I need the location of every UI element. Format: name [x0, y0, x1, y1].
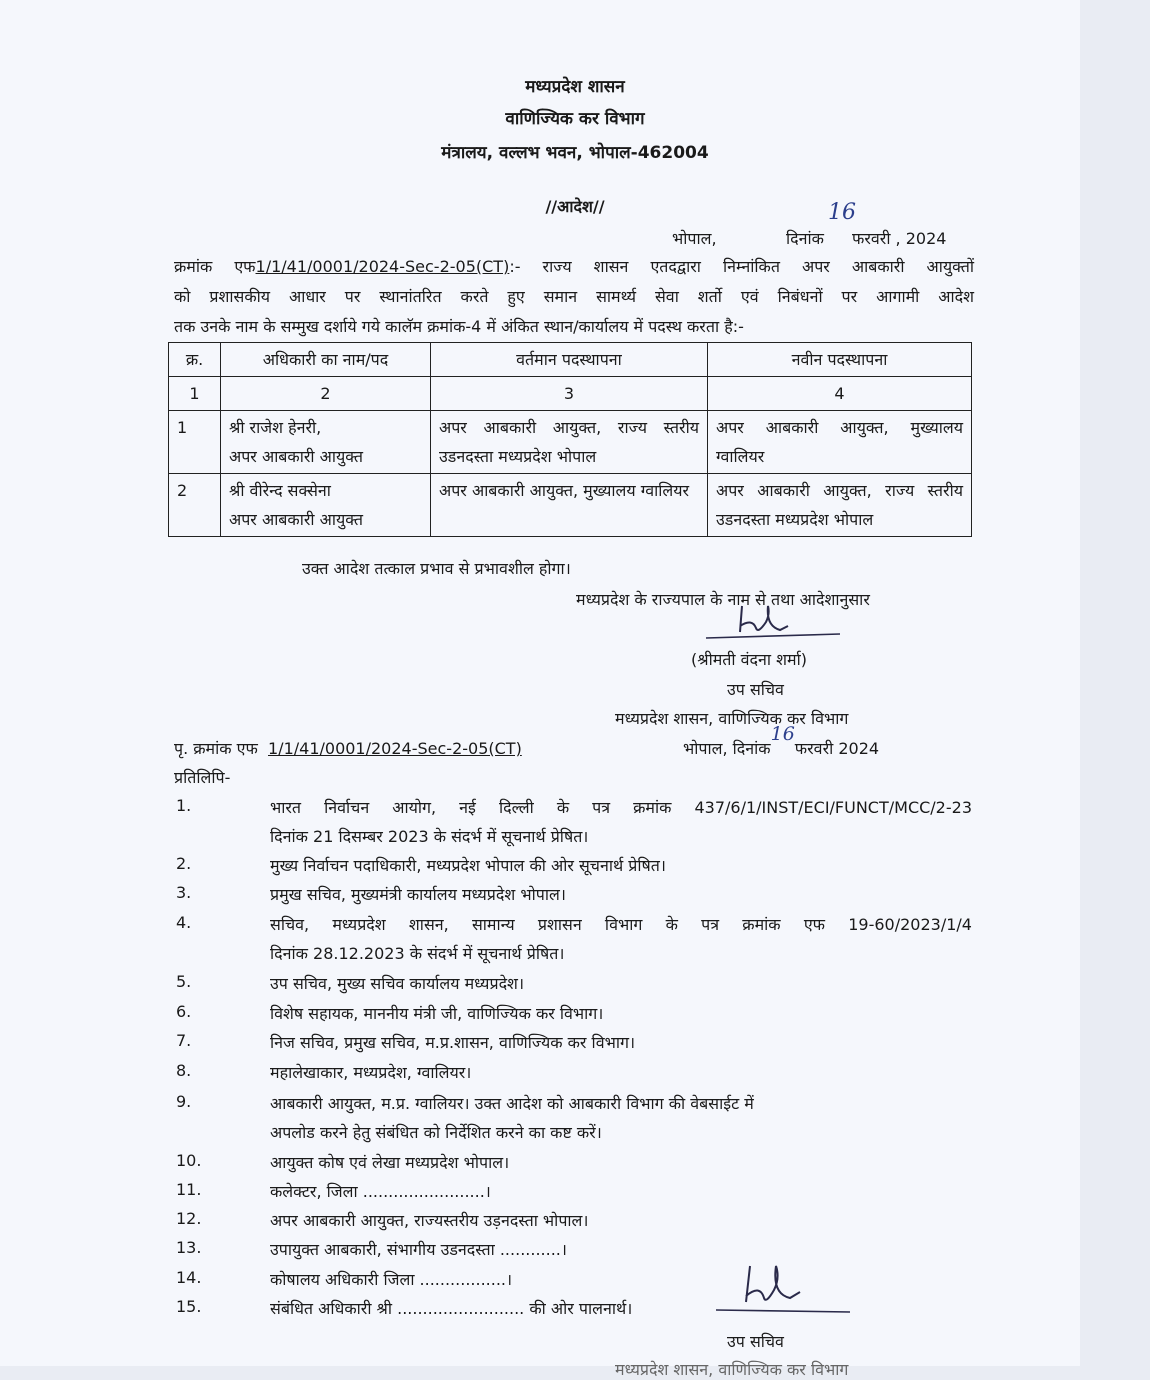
serial-cell: 1	[169, 411, 221, 474]
header-cell: नवीन पदस्थापना	[708, 343, 972, 377]
governor-line: मध्यप्रदेश के राज्यपाल के नाम से तथा आदेशानुसार	[576, 590, 870, 609]
copy-number: 12.	[176, 1209, 202, 1228]
officer-cell	[221, 411, 431, 474]
header-line-2: वाणिज्यिक कर विभाग	[505, 109, 645, 129]
serial-cell: 2	[169, 474, 221, 537]
copy-item: प्रमुख सचिव, मुख्यमंत्री कार्यालय मध्यप्रदेश भोपाल।	[270, 885, 566, 904]
copy-item: सचिव, मध्यप्रदेश शासन, सामान्य प्रशासन विभाग के पत्र क्रमांक एफ 19-60/2023/1/4	[270, 915, 972, 934]
transfer-table	[168, 342, 972, 537]
copy-item-cont: दिनांक 28.12.2023 के संदर्भ में सूचनार्थ प्रेषित।	[270, 944, 565, 963]
header-cell: वर्तमान पदस्थापना	[431, 343, 708, 377]
endorsement-date: भोपाल, दिनांक16फरवरी 2024	[683, 723, 880, 758]
copy-item: अपर आबकारी आयुक्त, राज्यस्तरीय उड़नदस्ता भोपाल।	[270, 1211, 589, 1230]
effect-statement: उक्त आदेश तत्काल प्रभाव से प्रभावशील होगा।	[302, 559, 571, 578]
copy-number: 9.	[176, 1092, 192, 1111]
endorsement-ref: पृ. क्रमांक एफ 1/1/41/0001/2024-Sec-2-05(CT)	[174, 739, 522, 758]
copy-number: 13.	[176, 1238, 202, 1257]
copy-number: 5.	[176, 972, 192, 991]
copy-number: 4.	[176, 913, 192, 932]
copy-number: 2.	[176, 854, 192, 873]
signatory-post: उप सचिव	[727, 680, 784, 699]
signatory-name: (श्रीमती वंदना शर्मा)	[691, 650, 807, 669]
table-header-row	[169, 343, 972, 377]
column-number: 3	[431, 377, 708, 411]
table-row	[169, 474, 972, 537]
header-cell: अधिकारी का नाम/पद	[221, 343, 431, 377]
copy-item: उपायुक्त आबकारी, संभागीय उडनदस्ता ............।	[270, 1240, 567, 1259]
copy-item: भारत निर्वाचन आयोग, नई दिल्ली के पत्र क्रमांक 437/6/1/INST/ECI/FUNCT/MCC/2-23	[270, 798, 972, 817]
order-title: //आदेश//	[545, 197, 605, 216]
header-line-1: मध्यप्रदेश शासन	[525, 77, 625, 97]
copy-number: 8.	[176, 1061, 192, 1080]
copy-item: संबंधित अधिकारी श्री ......................... की ओर पालनार्थ।	[270, 1299, 633, 1318]
column-number: 2	[221, 377, 431, 411]
copy-item: मुख्य निर्वाचन पदाधिकारी, मध्यप्रदेश भोपाल की ओर सूचनार्थ प्रेषित।	[270, 856, 666, 875]
intro-line-3: तक उनके नाम के सम्मुख दर्शाये गये कालॅम क्रमांक-4 में अंकित स्थान/कार्यालय में पदस्थ करता है:-	[174, 317, 744, 336]
copy-number: 1.	[176, 796, 192, 815]
new-posting: अपर आबकारी आयुक्त, मुख्यालय ग्वालियर	[708, 411, 972, 474]
handwritten-day: 16	[770, 723, 795, 745]
copy-number: 3.	[176, 883, 192, 902]
footer-post: उप सचिव	[727, 1332, 784, 1351]
copy-item: विशेष सहायक, माननीय मंत्री जी, वाणिज्यिक कर विभाग।	[270, 1004, 604, 1023]
copy-number: 10.	[176, 1151, 202, 1170]
copy-number: 6.	[176, 1002, 192, 1021]
date-label: दिनांक	[786, 229, 824, 248]
current-posting: अपर आबकारी आयुक्त, मुख्यालय ग्वालियर	[431, 474, 708, 537]
column-number: 4	[708, 377, 972, 411]
copy-number: 14.	[176, 1268, 202, 1287]
intro-line-2: को प्रशासकीय आधार पर स्थानांतरित करते हुए समान सामर्थ्य सेवा शर्तो एवं निबंधनों पर आगामी आदेश	[174, 287, 974, 306]
signatory-dept: मध्यप्रदेश शासन, वाणिज्यिक कर विभाग	[615, 709, 849, 728]
signature-1	[700, 596, 850, 646]
officer-designation: अपर आबकारी आयुक्त	[229, 447, 363, 466]
copy-label: प्रतिलिपि-	[174, 768, 231, 787]
copy-item: आयुक्त कोष एवं लेखा मध्यप्रदेश भोपाल।	[270, 1153, 510, 1172]
officer-name: श्री राजेश हेनरी,	[229, 418, 322, 437]
copy-number: 11.	[176, 1180, 202, 1199]
copy-number: 7.	[176, 1031, 192, 1050]
place: भोपाल,	[672, 229, 717, 248]
handwritten-day: 16	[828, 200, 856, 225]
header-cell: क्र.	[169, 343, 221, 377]
current-posting: अपर आबकारी आयुक्त, राज्य स्तरीय उडनदस्ता मध्यप्रदेश भोपाल	[431, 411, 708, 474]
officer-designation: अपर आबकारी आयुक्त	[229, 510, 363, 529]
copy-item: कलेक्टर, जिला ........................।	[270, 1182, 491, 1201]
month-year: फरवरी , 2024	[852, 229, 947, 248]
column-number: 1	[169, 377, 221, 411]
table-row	[169, 411, 972, 474]
copy-item-cont: दिनांक 21 दिसम्बर 2023 के संदर्भ में सूचनार्थ प्रेषित।	[270, 827, 589, 846]
copy-item: कोषालय अधिकारी जिला .................।	[270, 1270, 513, 1289]
copy-item: निज सचिव, प्रमुख सचिव, म.प्र.शासन, वाणिज्यिक कर विभाग।	[270, 1033, 636, 1052]
copy-item-cont: अपलोड करने हेतु संबंधित को निर्देशित करने का कष्ट करें।	[270, 1123, 602, 1142]
officer-cell	[221, 474, 431, 537]
signature-2	[710, 1258, 860, 1320]
footer-dept-cut: मध्यप्रदेश शासन, वाणिज्यिक कर विभाग	[615, 1360, 849, 1379]
column-number-row	[169, 377, 972, 411]
copy-item: उप सचिव, मुख्य सचिव कार्यालय मध्यप्रदेश।	[270, 974, 525, 993]
officer-name: श्री वीरेन्द सक्सेना	[229, 481, 331, 500]
header-line-3: मंत्रालय, वल्लभ भवन, भोपाल-462004	[441, 143, 709, 163]
copy-item: आबकारी आयुक्त, म.प्र. ग्वालियर। उक्त आदेश को आबकारी विभाग की वेबसाईट में	[270, 1094, 754, 1113]
intro-line-1: क्रमांक एफ1/1/41/0001/2024-Sec-2-05(CT):- राज्य शासन एतदद्वारा निम्नांकित अपर आबकारी आयुक्तों	[174, 257, 975, 276]
copy-item: महालेखाकार, मध्यप्रदेश, ग्वालियर।	[270, 1063, 472, 1082]
new-posting: अपर आबकारी आयुक्त, राज्य स्तरीय उडनदस्ता मध्यप्रदेश भोपाल	[708, 474, 972, 537]
copy-number: 15.	[176, 1297, 202, 1316]
